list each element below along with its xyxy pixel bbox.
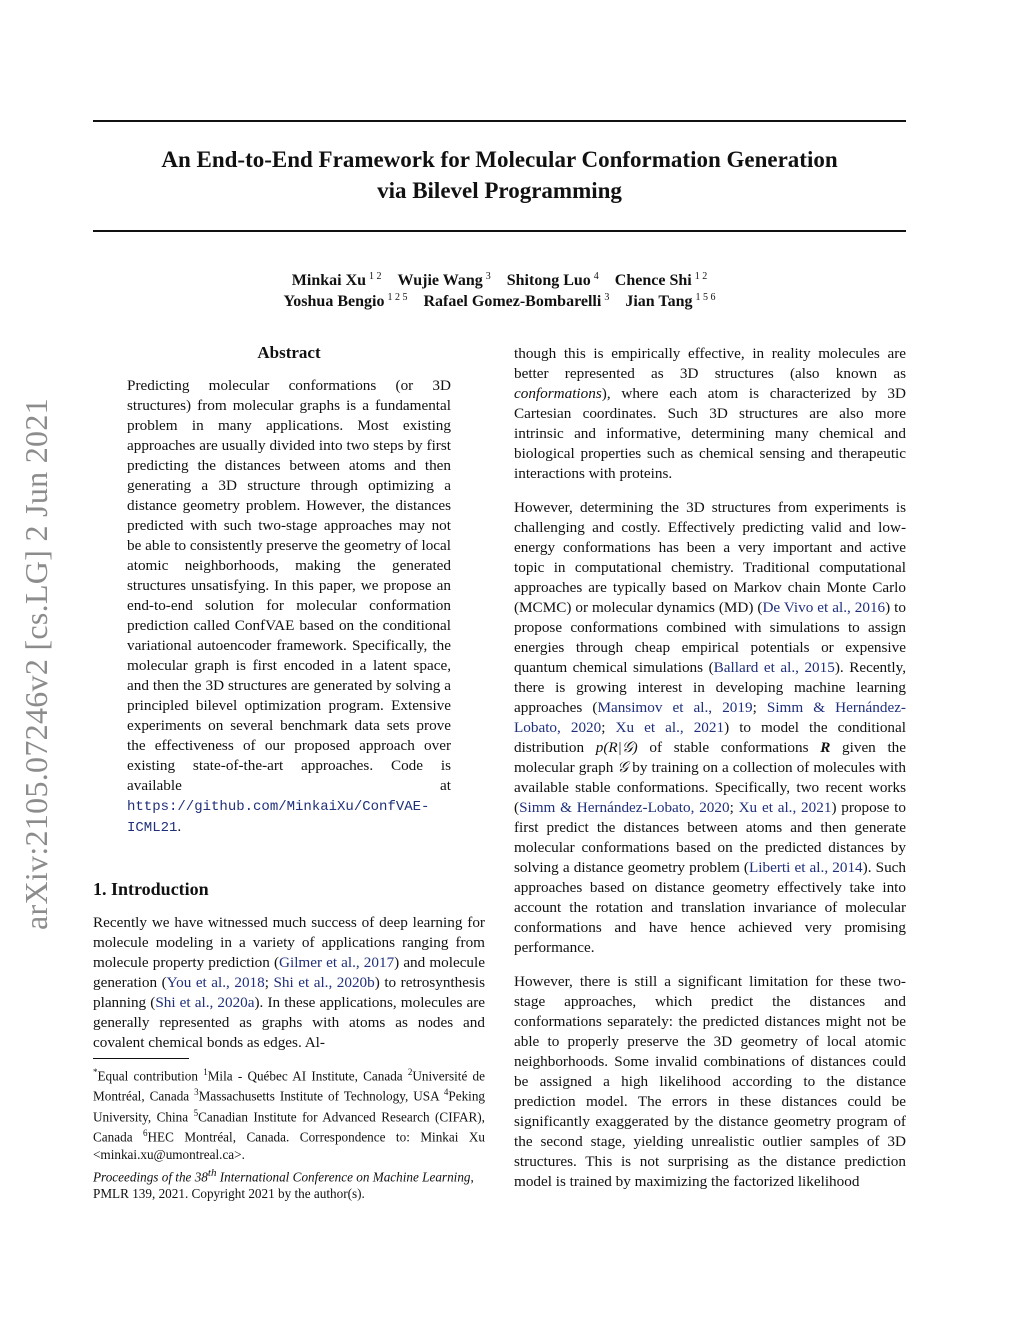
citation-link[interactable]: You et al., 2018 [166,974,265,991]
citation-link[interactable]: Liberti et al., 2014 [748,859,863,876]
section-heading-introduction: 1. Introduction [93,879,209,899]
citation-link[interactable]: Ballard et al., 2015 [713,659,835,676]
citation-link[interactable]: Shi et al., 2020b [273,974,375,991]
abstract-body: Predicting molecular conformations (or 3D structures) from molecular graphs is a fundamental problem in many applications. Most existing approaches are usually divided into two steps by first predicting the distances between atoms and then generating a 3D structure through optimizing a distance geometry problem. However, the distances predicted with such two-stage approaches may not be able to consistently preserve the geometry of local atomic neighborhoods, making the generated structures unsatisfying. In this paper, we propose an end-to-end solution for molecular conformation prediction called ConfVAE based on the conditional variational autoencoder framework. Specifically, the molecular graph is first encoded in a latent space, and then the 3D structures are generated by solving a principled bilevel optimization program. Extensive experiments on several benchmark data sets prove the effectiveness of our proposed approach over existing state-of-the-art approaches. Code is available at https://github.com/MinkaiXu/ConfVAE-ICML21. [127,377,451,836]
citation-link[interactable]: Gilmer et al., 2017 [279,954,395,971]
paper-title-line-1: An End-to-End Framework for Molecular Conformation Generation [161,147,838,172]
author-name: Yoshua Bengio $^{1 2 5}$ [283,292,408,311]
abstract-text: Predicting molecular conformations (or 3D structures) from molecular graphs is a fundamental problem in many applications. Most existing approaches are usually divided into two steps by first predicting the distances between atoms and then generating a 3D structure through optimizing a distance geometry problem. However, the distances predicted with such two-stage approaches may not be able to consistently preserve the geometry of local atomic neighborhoods, making the generated structures unsatisfying. In this paper, we propose an end-to-end solution for molecular conformation prediction called ConfVAE based on the conditional variational autoencoder framework. Specifically, the molecular graph is first encoded in a latent space, and then the 3D structures are generated by solving a principled bilevel optimization program. Extensive experiments on several benchmark data sets prove the effectiveness of our proposed approach over existing state-of-the-art approaches. Code is available at [127,377,451,794]
proceedings-note: Proceedings of the 38th International Conference on Machine Learning, PMLR 139, 2021. Copyright 2021 by the author(s). [93,1167,474,1202]
citation-link[interactable]: Xu et al., 2021 [615,719,725,736]
citation-link[interactable]: Shi et al., 2020a [155,994,255,1011]
author-name: Jian Tang $^{1 5 6}$ [625,292,716,311]
correspondence: Correspondence to: Minkai Xu <minkai.xu@umontreal.ca>. [93,1129,486,1162]
author-name: Wujie Wang $^3$ [397,271,491,290]
footnote-divider [93,1058,189,1059]
citation-link[interactable]: De Vivo et al., 2016 [762,599,886,616]
footnotes: *Equal contribution $^1$Mila - Québec AI Institute, Canada $^2$Université de Montréal, Canada $^3$Massachusetts Institute of Technology, USA $^4$Peking University, China $^5$Canadian Institute for Advanced Research (CIFAR), Canada $^6$HEC Montréal, Canada. Correspondence to: Minkai Xu <minkai.xu@umontreal.ca>. [93,1067,486,1162]
paragraph: However, there is still a significant limitation for these two-stage approaches, which predict the distances and conformations separately: the predicted distances might not be able to properly preserve the 3D geometry of local atomic neighborhoods. Some invalid combinations of distances could be assigned a high likelihood according to the distance prediction model. The errors in these distances could be significantly exaggerated by the distance geometry program of the second stage, yielding unrealistic outlier samples of 3D structures. This is not surprising as the distance prediction model is trained by maximizing the factorized likelihood [514,973,906,1190]
citation-link[interactable]: Mansimov et al., 2019 [597,699,753,716]
author-name: Minkai Xu $^{1 2}$ [291,271,382,290]
title-top-rule [93,120,906,122]
paper-title-line-2: via Bilevel Programming [377,178,622,203]
title-bottom-rule [93,230,906,232]
citation-link[interactable]: Simm & Hernández-Lobato, 2020 [514,699,906,736]
abstract-heading: Abstract [257,343,321,362]
right-column [514,344,906,1192]
citation-link[interactable]: Xu et al., 2021 [738,799,832,816]
paragraph: though this is empirically effective, in reality molecules are better represented as 3D structures (also known as conformations), where each atom is characterized by 3D Cartesian coordinates. Such 3D structures are also more intrinsic and informative, determining many chemical and biological properties such as chemical sensing and therapeutic interactions with proteins. [514,345,906,482]
authors-line-2 [93,287,906,312]
author-name: Shitong Luo $^4$ [506,271,599,290]
introduction-paragraph: Recently we have witnessed much success of deep learning for molecule modeling in a variety of applications ranging from molecule property prediction (Gilmer et al., 2017) and molecule generation (You et al., 2018; Shi et al., 2020b) to retrosynthesis planning (Shi et al., 2020a). In these applications, molecules are generally represented as graphs with atoms as nodes and covalent chemical bonds as edges. Al- [93,914,486,1051]
code-link[interactable]: https://github.com/MinkaiXu/ConfVAE-ICML21 [127,799,430,836]
math-symbol: 𝒢 [617,759,629,776]
arxiv-identifier[interactable]: arXiv:2105.07246v2 [cs.LG] 2 Jun 2021 [18,398,54,930]
author-name: Chence Shi $^{1 2}$ [614,271,708,290]
paragraph: However, determining the 3D structures from experiments is challenging and costly. Effectively predicting valid and low-energy conformations has been a very important and active topic in computational chemistry. Traditional computational approaches are typically based on Markov chain Monte Carlo (MCMC) or molecular dynamics (MD) (De Vivo et al., 2016) to propose conformations combined with simulations to assign energies through cheap empirical potentials or expensive quantum chemical simulations (Ballard et al., 2015). Recently, there is growing interest in developing machine learning approaches (Mansimov et al., 2019; Simm & Hernández-Lobato, 2020; Xu et al., 2021) to model the conditional distribution p(R|𝒢) of stable conformations R given the molecular graph 𝒢 by training on a collection of molecules with available stable conformations. Specifically, two recent works (Simm & Hernández-Lobato, 2020; Xu et al., 2021) propose to first predict the distances between atoms and then generate molecular conformations based on the predicted distances by solving a distance geometry problem (Liberti et al., 2014). Such approaches based on distance geometry effectively take into account the rotation and translation invariance of molecular conformations and have hence achieved very promising performance. [514,499,907,956]
author-name: Rafael Gomez-Bombarelli $^3$ [423,292,610,311]
math-expression: p(R|𝒢) [595,739,638,756]
citation-link[interactable]: Simm & Hernández-Lobato, 2020 [519,799,730,816]
math-symbol: R [820,739,831,756]
